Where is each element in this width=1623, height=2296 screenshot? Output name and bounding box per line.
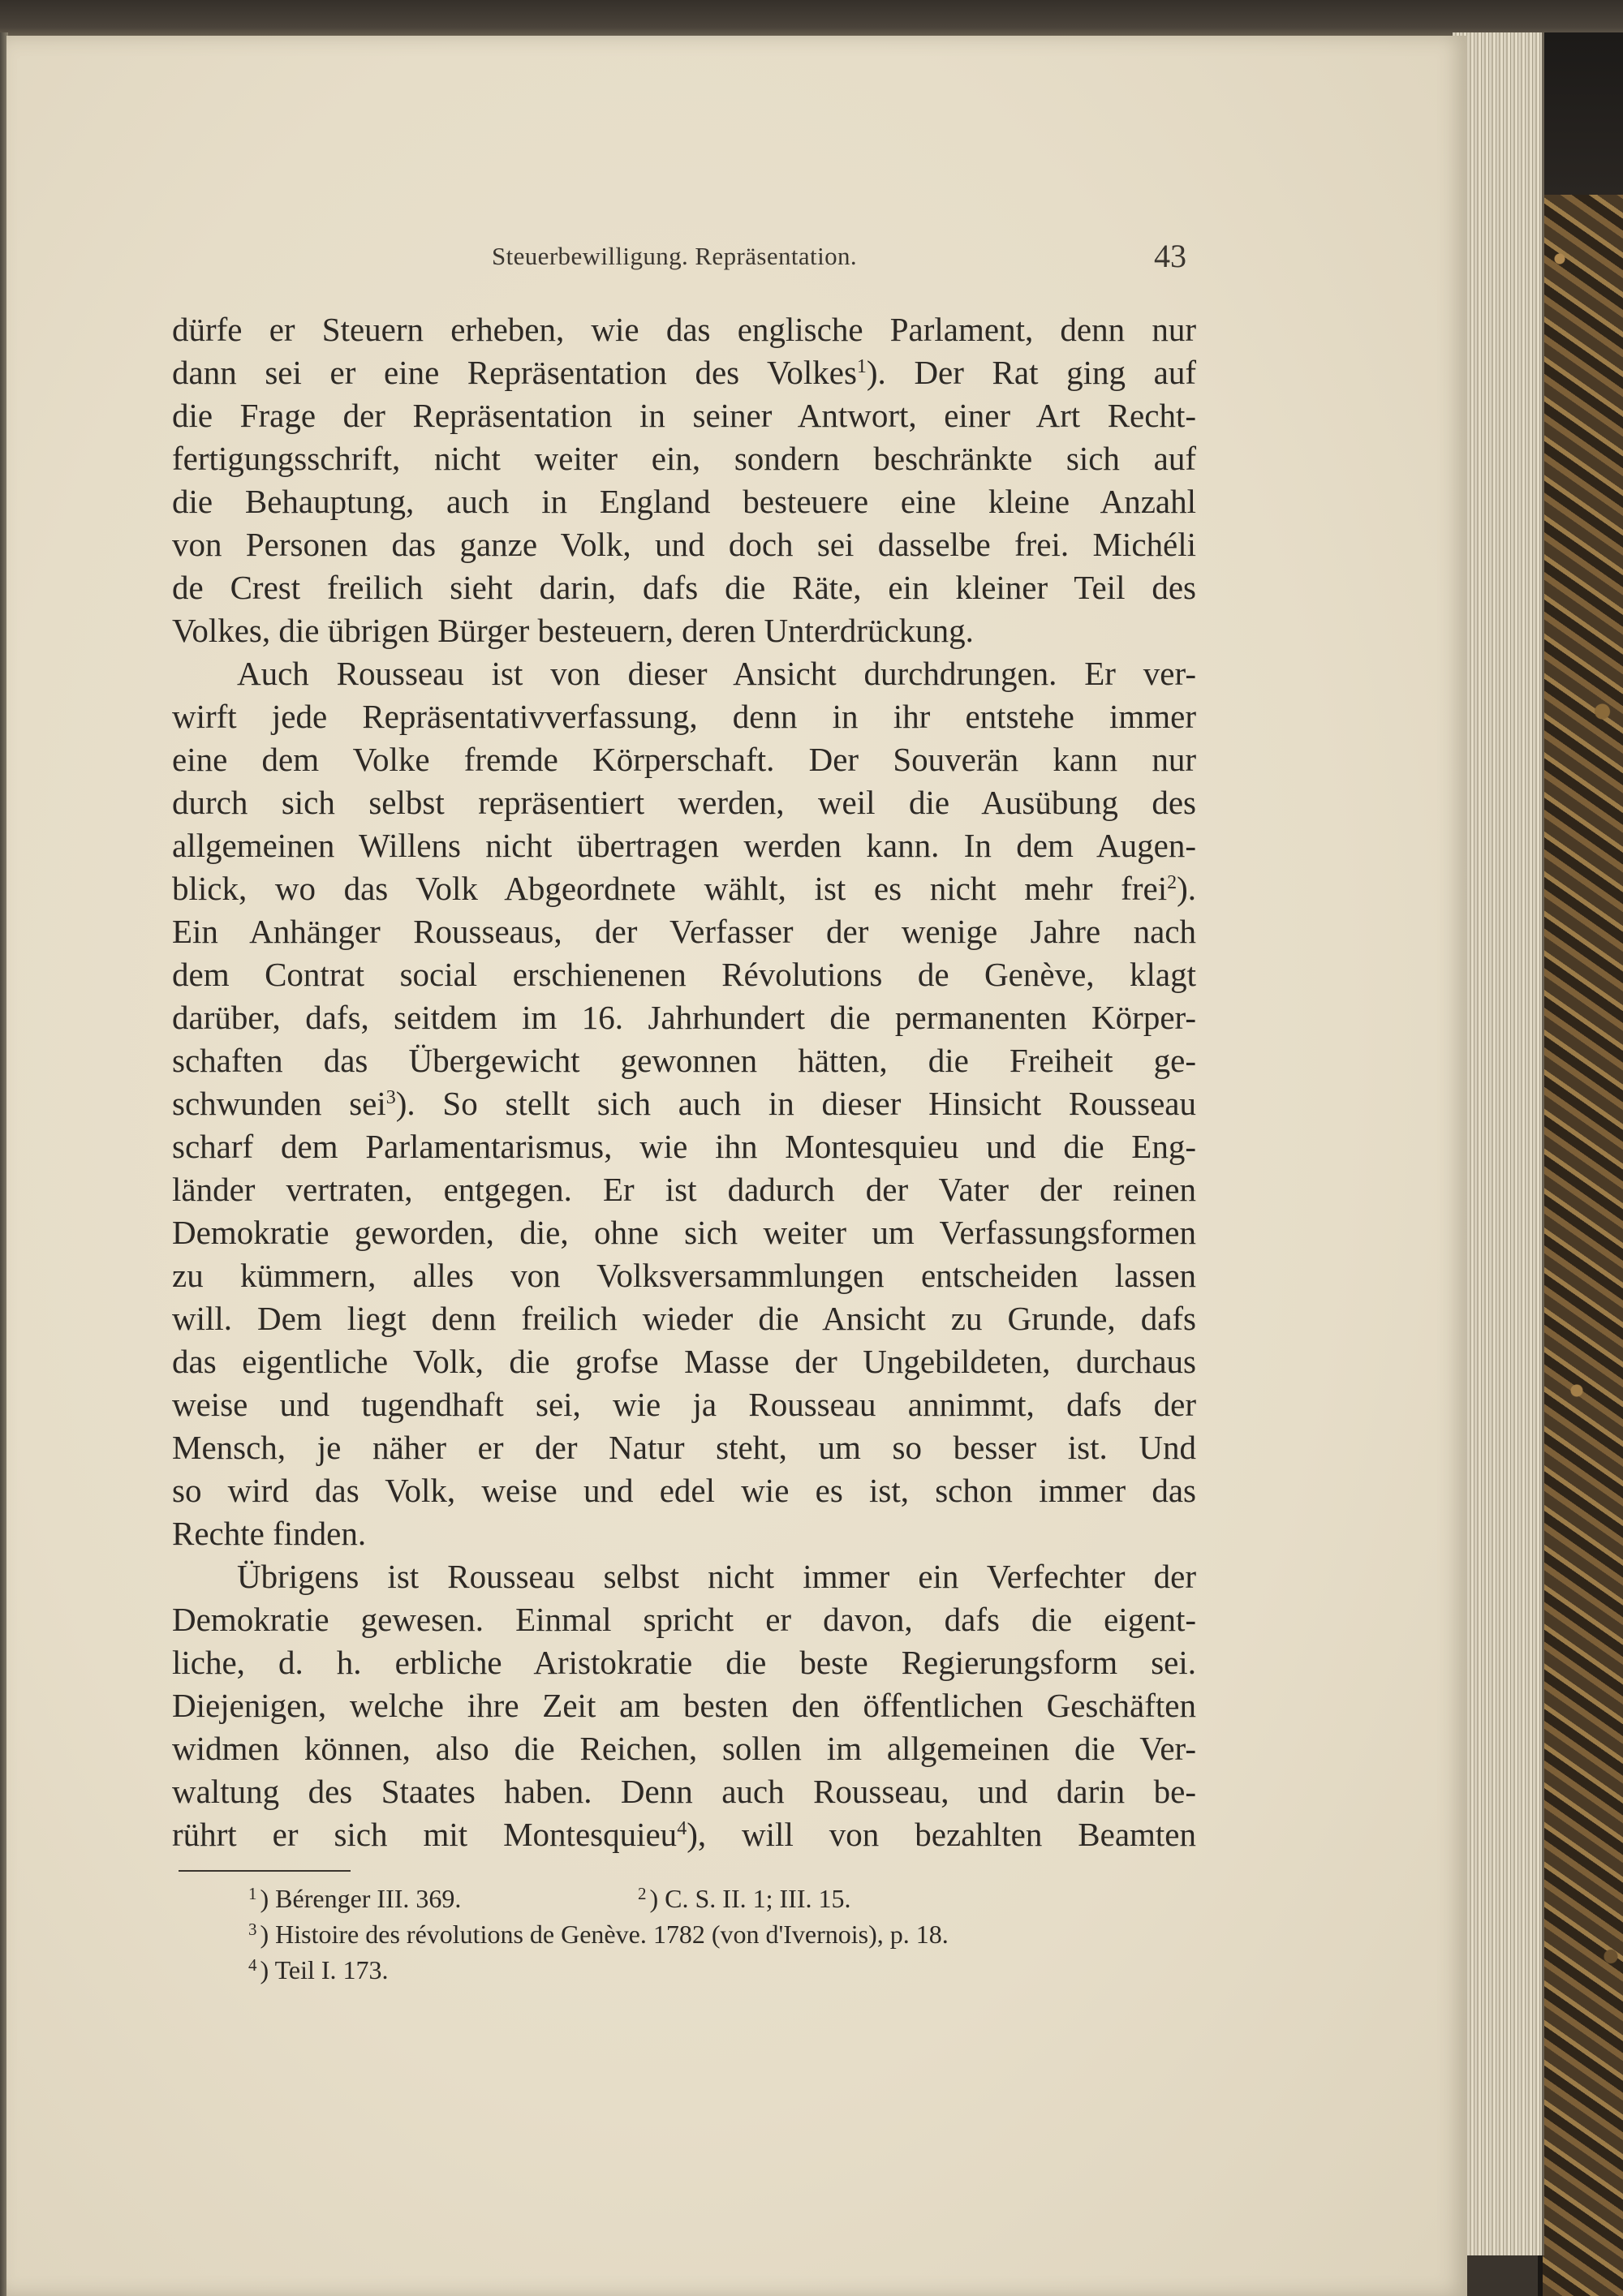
text-line: Volkes, die übrigen Bürger besteuern, deren Unterdrückung. (172, 612, 974, 649)
text-line: rührt er sich mit Montesquieu$^4$), will von bezahlten Beamten (172, 1816, 1196, 1853)
text-line: de Crest freilich sieht darin, dafs die Räte, ein kleiner Teil des (172, 569, 1196, 606)
top-edge-shadow (0, 0, 1623, 39)
running-header (162, 237, 1186, 286)
footnote-mark: 1 (856, 356, 867, 377)
text-line: Auch Rousseau ist von dieser Ansicht durchdrungen. Er ver- (237, 655, 1196, 692)
text-line: schwunden sei$^3$). So stellt sich auch in dieser Hinsicht Rousseau (172, 1085, 1196, 1122)
text-line: das eigentliche Volk, die grofse Masse der Ungebildeten, durchaus (172, 1343, 1196, 1380)
text-line: dem Contrat social erschienenen Révolutions de Genève, klagt (172, 956, 1196, 993)
text-line: will. Dem liegt denn freilich wieder die Ansicht zu Grunde, dafs (172, 1300, 1196, 1337)
text-line: die Frage der Repräsentation in seiner Antwort, einer Art Recht- (172, 397, 1196, 434)
text-line: scharf dem Parlamentarismus, wie ihn Montesquieu und die Eng- (172, 1128, 1196, 1165)
running-title: Steuerbewilligung. Repräsentation. (491, 242, 858, 270)
footnote-4: $^4$ ) Teil I. 173. (248, 1955, 389, 1984)
text-line: Demokratie gewesen. Einmal spricht er davon, dafs die eigent- (172, 1601, 1196, 1638)
text-line: Mensch, je näher er der Natur steht, um so besser ist. Und (172, 1429, 1196, 1466)
book-binding (1538, 32, 1623, 2296)
footnote-row (248, 1952, 1222, 1988)
text-line: blick, wo das Volk Abgeordnete wählt, ist es nicht mehr frei$^2$). (172, 870, 1196, 907)
text-line: dürfe er Steuern erheben, wie das englische Parlament, denn nur (172, 311, 1196, 348)
footnote-row (248, 1881, 1222, 1916)
text-line: Demokratie geworden, die, ohne sich weiter um Verfassungsformen (172, 1214, 1196, 1251)
text-line: allgemeinen Willens nicht übertragen werden kann. In dem Augen- (172, 827, 1196, 864)
footnote-mark: 3 (385, 1087, 396, 1108)
text-line: weise und tugendhaft sei, wie ja Rousseau annimmt, dafs der (172, 1386, 1196, 1423)
text-line: zu kümmern, alles von Volksversammlungen entscheiden lassen (172, 1257, 1196, 1294)
text-line: Rechte finden. (172, 1515, 367, 1552)
text-line: liche, d. h. erbliche Aristokratie die beste Regierungsform sei. (172, 1644, 1196, 1681)
text-line: Diejenigen, welche ihre Zeit am besten den öffentlichen Geschäften (172, 1687, 1196, 1724)
text-line: fertigungsschrift, nicht weiter ein, sondern beschränkte sich auf (172, 440, 1196, 477)
text-line: von Personen das ganze Volk, und doch sei dasselbe frei. Michéli (172, 526, 1196, 563)
footnote-2: $^2$ ) C. S. II. 1; III. 15. (638, 1884, 851, 1913)
text-line: länder vertraten, entgegen. Er ist dadurch der Vater der reinen (172, 1171, 1196, 1208)
text-line: waltung des Staates haben. Denn auch Rousseau, und darin be- (172, 1773, 1196, 1810)
text-line: die Behauptung, auch in England besteuere eine kleine Anzahl (172, 483, 1196, 520)
text-line: schaften das Übergewicht gewonnen hätten, die Freiheit ge- (172, 1042, 1196, 1079)
footnote-mark: 4 (677, 1818, 687, 1839)
footnote-row (248, 1916, 1222, 1952)
text-line: widmen können, also die Reichen, sollen im allgemeinen die Ver- (172, 1730, 1196, 1767)
text-line: darüber, dafs, seitdem im 16. Jahrhundert die permanenten Körper- (172, 999, 1196, 1036)
text-line: Ein Anhänger Rousseaus, der Verfasser der wenige Jahre nach (172, 913, 1196, 950)
footnote-mark: 2 (1167, 872, 1177, 893)
text-line: Übrigens ist Rousseau selbst nicht immer ein Verfechter der (237, 1558, 1196, 1595)
binding-shadow (1538, 32, 1623, 195)
footnotes (248, 1881, 1222, 1988)
footnote-3: $^3$ ) Histoire des révolutions de Genève. 1782 (von d'Ivernois), p. 18. (248, 1920, 949, 1949)
text-line: so wird das Volk, weise und edel wie es ist, schon immer das (172, 1472, 1196, 1509)
footnote-rule (179, 1870, 351, 1872)
text-line: dann sei er eine Repräsentation des Volkes$^1$). Der Rat ging auf (172, 354, 1196, 391)
page-number: 43 (1154, 238, 1186, 274)
text-line: wirft jede Repräsentativverfassung, denn in ihr entstehe immer (172, 698, 1196, 735)
footnote-1: $^1$ ) Bérenger III. 369. (248, 1884, 462, 1913)
body-text (172, 308, 1196, 1856)
text-line: eine dem Volke fremde Körperschaft. Der Souverän kann nur (172, 741, 1196, 778)
text-line: durch sich selbst repräsentiert werden, weil die Ausübung des (172, 784, 1196, 821)
